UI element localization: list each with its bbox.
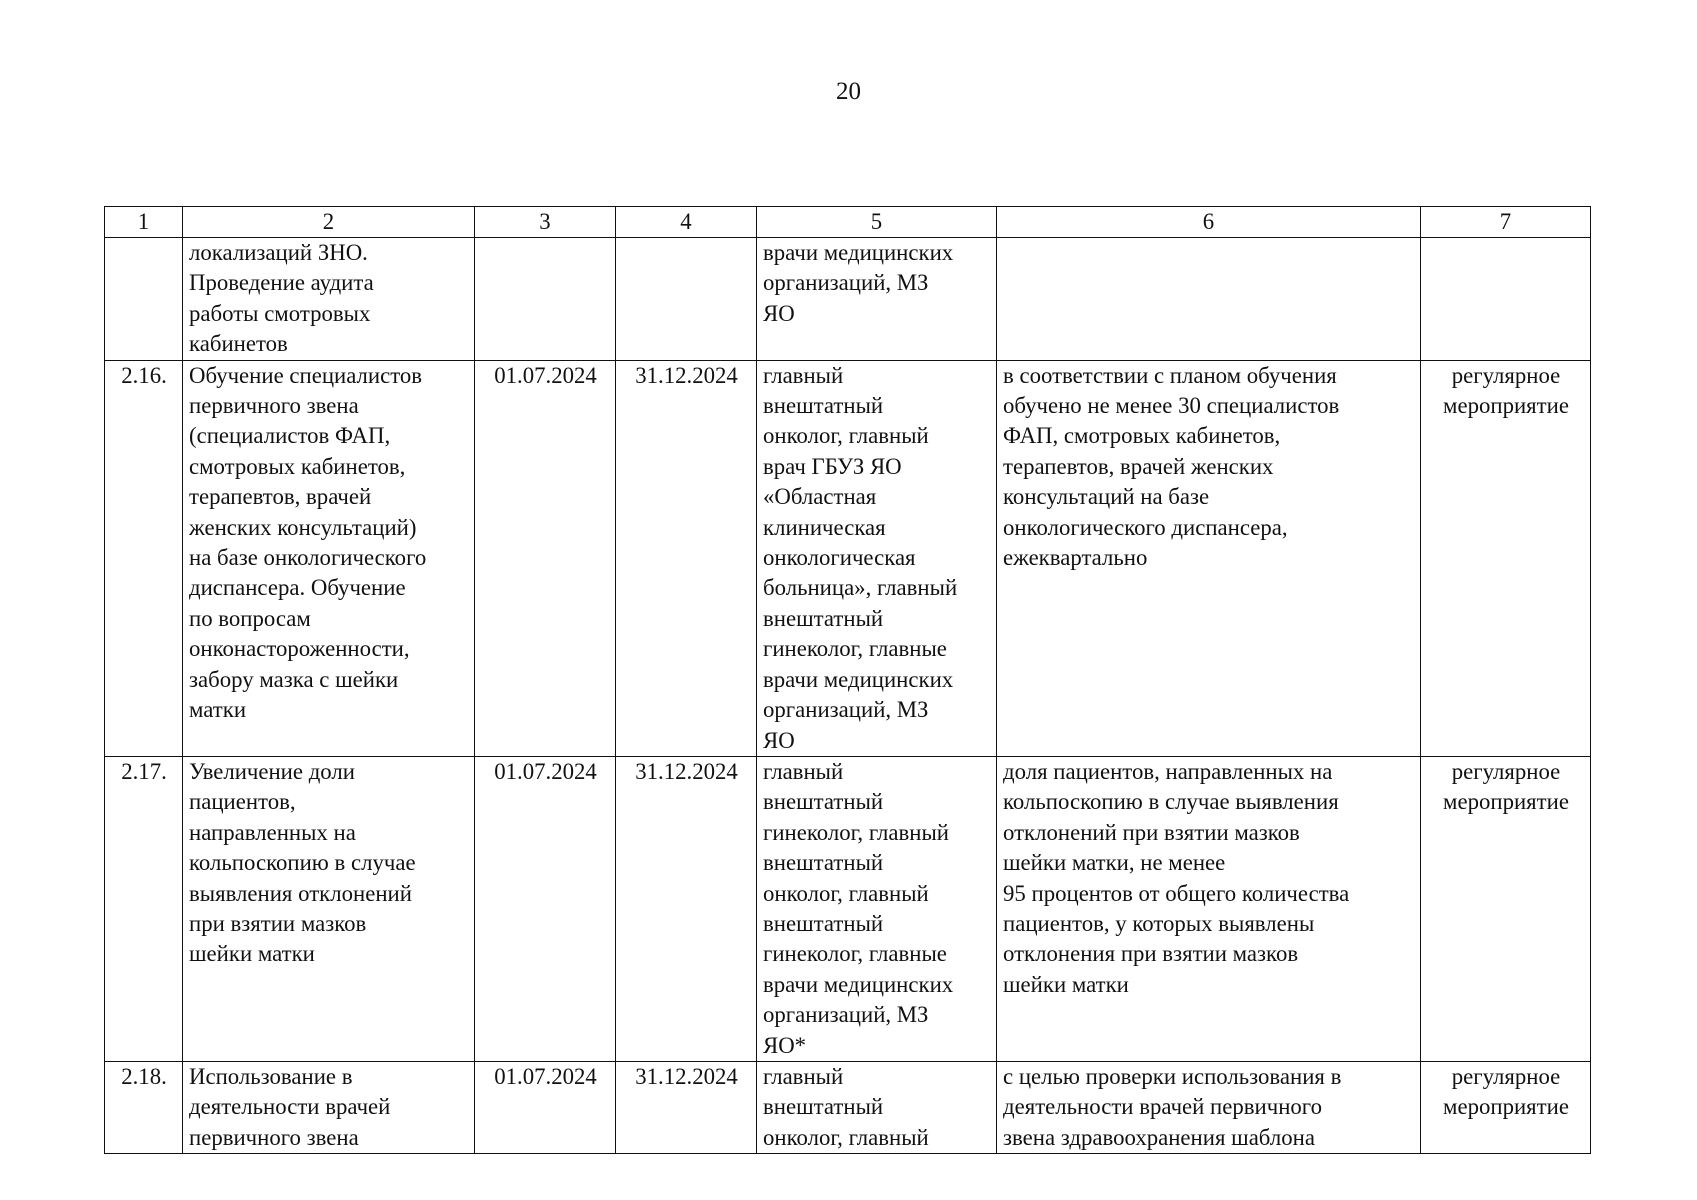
indicator-cell: с целью проверки использования в деятельности врачей первичного звена здравоохранения шаблона bbox=[997, 1061, 1421, 1153]
column-number: 3 bbox=[475, 207, 616, 238]
event-cell: локализаций ЗНО. Проведение аудита работы смотровых кабинетов bbox=[183, 238, 475, 361]
column-number: 4 bbox=[616, 207, 757, 238]
result-cell: регулярное мероприятие bbox=[1421, 1061, 1591, 1153]
start-date-cell: 01.07.2024 bbox=[475, 756, 616, 1061]
plan-table bbox=[104, 206, 1591, 1154]
start-date-cell: 01.07.2024 bbox=[475, 360, 616, 756]
responsible-cell: главный внештатный онколог, главный bbox=[757, 1061, 997, 1153]
end-date-cell bbox=[616, 238, 757, 361]
indicator-cell: доля пациентов, направленных на кольпоскопию в случае выявления отклонений при взятии мазков шейки матки, не менее 95 процентов от общего количества пациентов, у которых выявлены отклонения при взятии мазков шейки матки bbox=[997, 756, 1421, 1061]
start-date-cell bbox=[475, 238, 616, 361]
column-number: 7 bbox=[1421, 207, 1591, 238]
table-row bbox=[105, 1061, 1591, 1153]
responsible-cell: главный внештатный гинеколог, главный внештатный онколог, главный внештатный гинеколог, главные врачи медицинских организаций, МЗ ЯО* bbox=[757, 756, 997, 1061]
result-cell bbox=[1421, 238, 1591, 361]
indicator-cell bbox=[997, 238, 1421, 361]
column-number: 2 bbox=[183, 207, 475, 238]
event-cell: Обучение специалистов первичного звена (специалистов ФАП, смотровых кабинетов, терапевтов, врачей женских консультаций) на базе онкологического диспансера. Обучение по вопросам онконастороженности, забору мазка с шейки матки bbox=[183, 360, 475, 756]
row-number-cell: 2.17. bbox=[105, 756, 183, 1061]
row-number-cell bbox=[105, 238, 183, 361]
event-cell: Увеличение доли пациентов, направленных на кольпоскопию в случае выявления отклонений при взятии мазков шейки матки bbox=[183, 756, 475, 1061]
row-number-cell: 2.18. bbox=[105, 1061, 183, 1153]
column-number: 5 bbox=[757, 207, 997, 238]
table-row bbox=[105, 360, 1591, 756]
responsible-cell: главный внештатный онколог, главный врач ГБУЗ ЯО «Областная клиническая онкологическая больница», главный внештатный гинеколог, главные врачи медицинских организаций, МЗ ЯО bbox=[757, 360, 997, 756]
indicator-cell: в соответствии с планом обучения обучено не менее 30 специалистов ФАП, смотровых кабинетов, терапевтов, врачей женских консультаций на базе онкологического диспансера, ежеквартально bbox=[997, 360, 1421, 756]
table-row bbox=[105, 238, 1591, 361]
column-number: 6 bbox=[997, 207, 1421, 238]
result-cell: регулярное мероприятие bbox=[1421, 756, 1591, 1061]
result-cell: регулярное мероприятие bbox=[1421, 360, 1591, 756]
end-date-cell: 31.12.2024 bbox=[616, 1061, 757, 1153]
responsible-cell: врачи медицинских организаций, МЗ ЯО bbox=[757, 238, 997, 361]
event-cell: Использование в деятельности врачей первичного звена bbox=[183, 1061, 475, 1153]
column-number-row bbox=[105, 207, 1591, 238]
start-date-cell: 01.07.2024 bbox=[475, 1061, 616, 1153]
page-number: 20 bbox=[836, 78, 861, 105]
row-number-cell: 2.16. bbox=[105, 360, 183, 756]
table-row bbox=[105, 756, 1591, 1061]
column-number: 1 bbox=[105, 207, 183, 238]
end-date-cell: 31.12.2024 bbox=[616, 756, 757, 1061]
end-date-cell: 31.12.2024 bbox=[616, 360, 757, 756]
